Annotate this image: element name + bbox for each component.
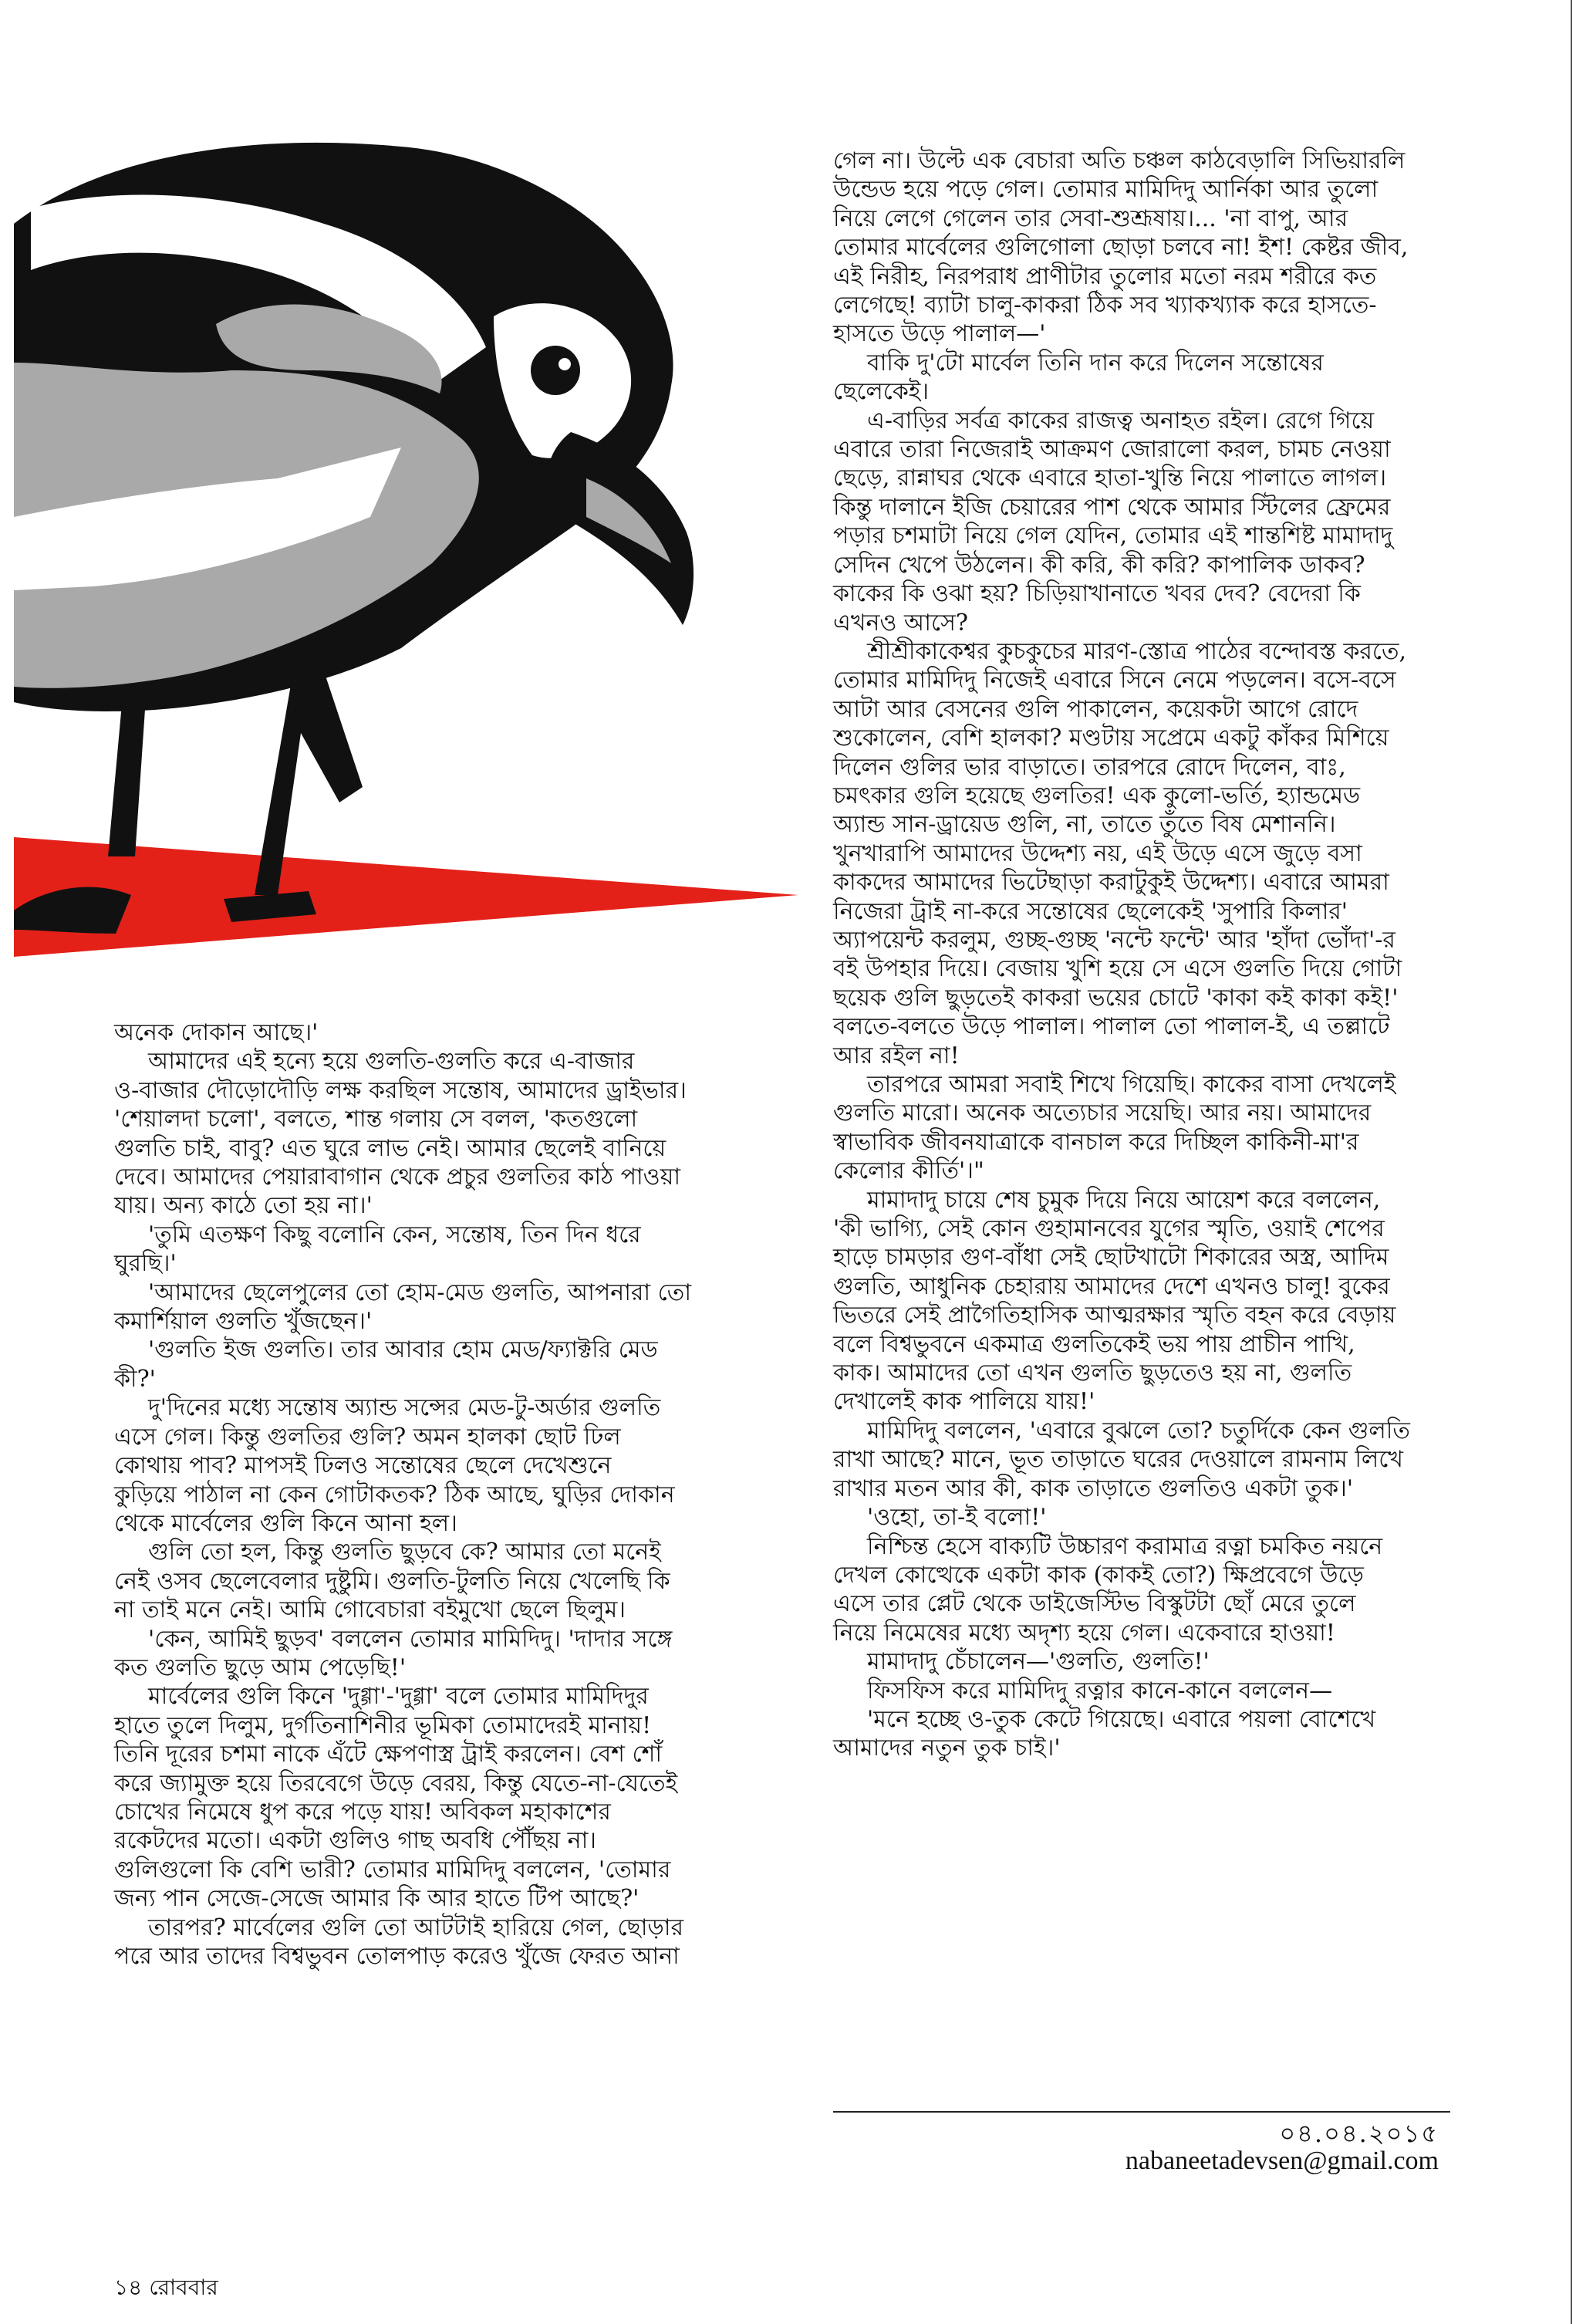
text-line: 'মনে হচ্ছে ও-তুক কেটে গিয়েছে। এবারে পয়লা বোশেখে [867,1705,1376,1733]
text-line: নিয়ে লেগে গেলেন তার সেবা-শুশ্রূষায়।... 'না বাপু, আর [833,204,1348,232]
text-line: করে জ্যামুক্ত হয়ে তিরবেগে উড়ে বেরয়, কিন্তু যেতে-না-যেতেই [114,1769,678,1797]
text-line: মামিদিদু বললেন, 'এবারে বুঝলে তো? চতুর্দিকে কেন গুলতি [867,1417,1410,1444]
text-line: এই নিরীহ, নিরপরাধ প্রাণীটার তুলোর মতো নরম শরীরে কত [833,262,1377,290]
text-line: নেই ওসব ছেলেবেলার দুষ্টুমি। গুলতি-টুলতি নিয়ে খেলেছি কি [114,1567,670,1595]
text-line: সেদিন খেপে উঠলেন। কী করি, কী করি? কাপালিক ডাকব? [833,551,1365,579]
author-email[interactable]: nabaneetadevsen@gmail.com [1125,2147,1439,2175]
text-line: দেখালেই কাক পালিয়ে যায়!' [833,1388,1095,1416]
text-line: গুলি তো হল, কিন্তু গুলতি ছুড়বে কে? আমার তো মনেই [148,1539,661,1566]
text-line: কিন্তু দালানে ইজি চেয়ারের পাশ থেকে আমার স্টিলের ফ্রেমের [833,493,1391,521]
text-line: রকেটদের মতো। একটা গুলিও গাছ অবধি পৌঁছয় না। [114,1827,597,1855]
text-line: আমাদের এই হন্যে হয়ে গুলতি-গুলতি করে এ-বাজার [148,1048,635,1076]
text-line: হাতে তুলে দিলুম, দুর্গতিনাশিনীর ভূমিকা তোমাদেরই মানায়! [114,1711,652,1739]
signature-rule [833,2111,1450,2113]
text-line: খুনখারাপি আমাদের উদ্দেশ্য নয়, এই উড়ে এসে জুড়ে বসা [833,839,1362,867]
text-line: ও-বাজার দৌড়োদৌড়ি লক্ষ করছিল সন্তোষ, আমাদের ড্রাইভার। [114,1076,687,1104]
text-line: লেগেছে! ব্যাটা চালু-কাকরা ঠিক সব খ্যাকখ্যাক করে হাসতে- [833,292,1377,319]
text-line: কাকের কি ওঝা হয়? চিড়িয়াখানাতে খবর দেব? বেদেরা কি [833,580,1361,608]
text-line: অ্যান্ড সান-ড্রায়েড গুলি, না, তাতে তুঁতে বিষ মেশাননি। [833,811,1336,839]
text-line: এ-বাড়ির সর্বত্র কাকের রাজত্ব অনাহত রইল। রেগে গিয়ে [867,407,1375,434]
text-line: কুড়িয়ে পাঠাল না কেন গোটাকতক? ঠিক আছে, ঘুড়ির দোকান [114,1481,675,1508]
text-line: উন্ডেড হয়ে পড়ে গেল। তোমার মামিদিদু আর্নিকা আর তুলো [833,176,1379,204]
text-line: বই উপহার দিয়ে। বেজায় খুশি হয়ে সে এসে গুলতি দিয়ে গোটা [833,955,1402,983]
text-line: কেলোর কীর্তি'।" [833,1157,984,1185]
text-line: 'আমাদের ছেলেপুলের তো হোম-মেড গুলতি, আপনারা তো [148,1279,692,1306]
text-line: ফিসফিস করে মামিদিদু রত্নার কানে-কানে বললেন— [867,1677,1333,1704]
text-line: দিলেন গুলির ভার বাড়াতে। তারপরে রোদে দিলেন, বাঃ, [833,753,1346,781]
text-line: নিশ্চিন্ত হেসে বাক্যটি উচ্চারণ করামাত্র রত্না চমকিত নয়নে [867,1532,1383,1560]
text-line: বাকি দু'টো মার্বেল তিনি দান করে দিলেন সন্তোষের [867,349,1324,377]
text-line: তারপরে আমরা সবাই শিখে গিয়েছি। কাকের বাসা দেখলেই [867,1071,1396,1098]
text-line: আটা আর বেসনের গুলি পাকালেন, কয়েকটা আগে রোদে [833,695,1358,723]
text-line: কাক। আমাদের তো এখন গুলতি ছুড়তেও হয় না, গুলতি [833,1360,1352,1387]
text-line: কমার্শিয়াল গুলতি খুঁজছেন।' [114,1308,373,1336]
text-line: মামাদাদু চায়ে শেষ চুমুক দিয়ে নিয়ে আয়েশ করে বললেন, [867,1186,1381,1214]
text-line: নিয়ে নিমেষের মধ্যে অদৃশ্য হয়ে গেল। একেবারে হাওয়া! [833,1619,1335,1647]
text-line: দু'দিনের মধ্যে সন্তোষ অ্যান্ড সন্সের মেড-টু-অর্ডার গুলতি [148,1394,661,1422]
text-line: বলে বিশ্বভুবনে একমাত্র গুলতিকেই ভয় পায় প্রাচীন পাখি, [833,1330,1355,1358]
text-line: রাখা আছে? মানে, ভূত তাড়াতে ঘরের দেওয়ালে রামনাম লিখে [833,1446,1404,1474]
text-line: 'কেন, আমিই ছুড়ব' বললেন তোমার মামিদিদু। 'দাদার সঙ্গে [148,1625,673,1653]
text-line: ছয়েক গুলি ছুড়তেই কাকরা ভয়ের চোটে 'কাকা কই কাকা কই!' [833,984,1399,1012]
text-line: তিনি দূরের চশমা নাকে এঁটে ক্ষেপণাস্ত্র ট্রাই করলেন। বেশ শোঁ [114,1741,663,1768]
text-line: মামাদাদু চেঁচালেন—'গুলতি, গুলতি!' [867,1648,1210,1676]
text-line: কোথায় পাব? মাপসই ঢিলও সন্তোষের ছেলে দেখেশুনে [114,1452,612,1480]
text-line: আর রইল না! [833,1042,960,1069]
text-line: কত গুলতি ছুড়ে আম পেড়েছি!' [114,1653,407,1681]
article-right-column [833,147,1450,1763]
text-line: 'ওহো, তা-ই বলো!' [867,1504,1047,1532]
text-line: পড়ার চশমাটা নিয়ে গেল যেদিন, তোমার এই শান্তশিষ্ট মামাদাদু [833,522,1393,550]
text-line: কী?' [114,1365,156,1393]
crow-eye [531,346,580,395]
crow-leg-left [108,687,147,856]
text-line: কাকদের আমাদের ভিটেছাড়া করাটুকুই উদ্দেশ্য। এবারে আমরা [833,869,1389,897]
text-line: পরে আর তাদের বিশ্বভুবন তোলপাড় করেও খুঁজে ফেরত আনা [114,1943,680,1970]
text-line: দেবে। আমাদের পেয়ারাবাগান থেকে প্রচুর গুলতির কাঠ পাওয়া [114,1164,681,1191]
text-line: 'তুমি এতক্ষণ কিছু বলোনি কেন, সন্তোষ, তিন দিন ধরে [148,1221,641,1248]
text-line: এখনও আসে? [833,609,968,637]
page-folio: ১৪ রোববার [114,2275,218,2300]
article-left-column [114,1018,793,1971]
text-line: গুলতি মারো। অনেক অত্যেচার সয়েছি। আর নয়। আমাদের [833,1100,1372,1127]
text-line: হাড়ে চামড়ার গুণ-বাঁধা সেই ছোটখাটো শিকারের অস্ত্র, আদিম [833,1244,1389,1272]
text-line: মার্বেলের গুলি কিনে 'দুগ্গা'-'দুগ্গা' বলে তোমার মামিদিদুর [148,1683,649,1711]
text-line: এসে তার প্লেট থেকে ডাইজেস্টিভ বিস্কুটটা ছোঁ মেরে তুলে [833,1590,1356,1618]
text-line: ছেড়ে, রান্নাঘর থেকে এবারে হাতা-খুন্তি নিয়ে পালাতে লাগল। [833,464,1387,492]
text-line: চমৎকার গুলি হয়েছে গুলতির! এক কুলো-ভর্তি, হ্যান্ডমেড [833,782,1361,809]
text-line: নিজেরা ট্রাই না-করে সন্তোষের ছেলেকেই 'সুপারি কিলার' [833,897,1348,925]
crow-illustration [0,116,802,964]
text-line: হাসতে উড়ে পালাল—' [833,320,1046,348]
text-line: তোমার মার্বেলের গুলিগোলা ছোড়া চলবে না! ইশ! কেষ্টর জীব, [833,234,1409,262]
text-line: গুলিগুলো কি বেশি ভারী? তোমার মামিদিদু বললেন, 'তোমার [114,1856,671,1883]
publication-date: ০৪.০৪.২০১৫ [1279,2119,1439,2148]
text-line: থেকে মার্বেলের গুলি কিনে আনা হল। [114,1509,457,1537]
crow-eye-glint [559,358,571,370]
text-line: এবারে তারা নিজেরাই আক্রমণ জোরালো করল, চামচ নেওয়া [833,436,1391,464]
text-line: আমাদের নতুন তুক চাই।' [833,1735,1061,1762]
text-line: ছেলেকেই। [833,378,930,406]
text-line: ভিতরে সেই প্রাগৈতিহাসিক আত্মরক্ষার স্মৃতি বহন করে বেড়ায় [833,1302,1396,1329]
text-line: স্বাভাবিক জীবনযাত্রাকে বানচাল করে দিচ্ছিল কাকিনী-মা'র [833,1128,1359,1156]
text-line: রাখার মতন আর কী, কাক তাড়াতে গুলতিও একটা তুক।' [833,1474,1354,1502]
text-line: না তাই মনে নেই। আমি গোবেচারা বইমুখো ছেলে ছিলুম। [114,1596,626,1624]
text-line: চোখের নিমেষে ধুপ করে পড়ে যায়! অবিকল মহাকাশের [114,1798,611,1826]
text-line: ঘুরছি।' [114,1250,177,1278]
text-line: দেখল কোত্থেকে একটা কাক (কাকই তো?) ক্ষিপ্রবেগে উড়ে [833,1561,1364,1589]
text-line: 'শেয়ালদা চলো', বলতে, শান্ত গলায় সে বলল, 'কতগুলো [114,1106,638,1133]
text-line: অনেক দোকান আছে।' [114,1019,319,1046]
text-line: যায়। অন্য কাঠে তো হয় না।' [114,1192,373,1220]
text-line: তারপর? মার্বেলের গুলি তো আটটাই হারিয়ে গেল, ছোড়ার [148,1914,684,1941]
text-line: গুলতি, আধুনিক চেহারায় আমাদের দেশে এখনও চালু! বুকের [833,1272,1390,1300]
text-line: এসে গেল। কিন্তু গুলতির গুলি? অমন হালকা ছোট ঢিল [114,1423,621,1451]
text-line: গেল না। উল্টে এক বেচারা অতি চঞ্চল কাঠবেড়ালি সিভিয়ারলি [833,147,1406,174]
text-line: অ্যাপয়েন্ট করলুম, গুচ্ছ-গুচ্ছ 'নন্টে ফন্টে' আর 'হাঁদা ভোঁদা'-র [833,926,1395,954]
text-line: 'গুলতি ইজ গুলতি। তার আবার হোম মেড/ফ্যাক্টরি মেড [148,1336,658,1364]
text-line: তোমার মামিদিদু নিজেই এবারে সিনে নেমে পড়লেন। বসে-বসে [833,667,1396,694]
page-edge-line [1571,0,1572,2324]
text-line: বলতে-বলতে উড়ে পালাল। পালাল তো পালাল-ই, এ তল্লাটে [833,1013,1390,1041]
text-line: 'কী ভাগ্যি, সেই কোন গুহামানবের যুগের স্মৃতি, ওয়াই শেপের [833,1215,1385,1243]
text-line: গুলতি চাই, বাবু? এত ঘুরে লাভ নেই। আমার ছেলেই বানিয়ে [114,1134,667,1162]
text-line: শ্রীশ্রীকাকেশ্বর কুচকুচের মারণ-স্তোত্র পাঠের বন্দোবস্ত করতে, [867,637,1407,665]
text-line: জন্য পান সেজে-সেজে আমার কি আর হাতে টিপ আছে?' [114,1885,640,1913]
text-line: শুকোলেন, বেশি হালকা? মণ্ডটায় সপ্রেমে একটু কাঁকর মিশিয়ে [833,725,1389,752]
